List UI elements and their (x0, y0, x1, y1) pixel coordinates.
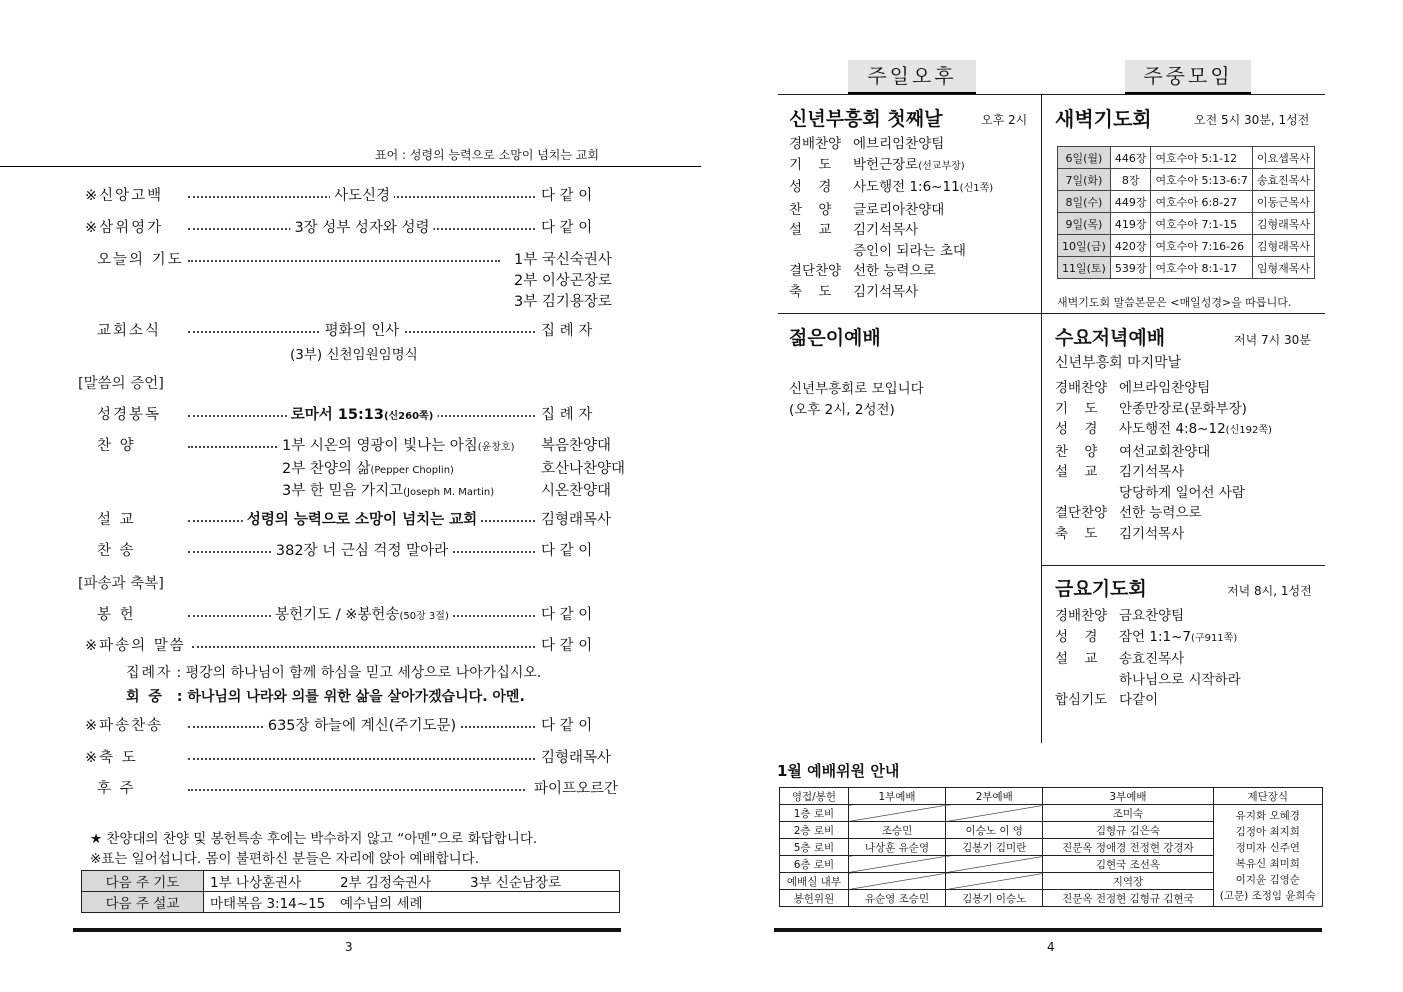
program-key: 결단찬양 (789, 263, 842, 279)
dawn-cell: 539장 (1110, 257, 1151, 279)
leader-dots (188, 789, 525, 791)
staff-cell: 5층 로비 (780, 839, 849, 856)
dawn-row (1058, 191, 1315, 213)
sending-who: 회 중 (126, 689, 164, 705)
program-key: 설 교 (1055, 651, 1104, 667)
page-number: 4 (1047, 940, 1055, 954)
service-item-note: (Pepper Choplin) (370, 465, 454, 476)
dawn-cell: 6일(월) (1058, 147, 1111, 169)
service-item-text: 사도신경 (333, 188, 391, 204)
note-1: ★ 찬양대의 찬양 및 봉헌특송 후에는 박수하지 않고 “아멘”으로 화답합니다. (90, 831, 538, 847)
revival-title: 신년부흥회 첫째날 (789, 108, 943, 130)
service-row (0, 508, 701, 530)
service-item (290, 216, 433, 237)
dawn-cell: 420장 (1110, 235, 1151, 257)
service-label: 오늘의 기도 (97, 252, 184, 268)
program-item (1055, 442, 1272, 463)
service-label: ※신앙고백 (85, 188, 164, 204)
program-key: 성 경 (1055, 628, 1104, 645)
dawn-title: 새벽기도회 (1055, 107, 1152, 131)
header-rule (0, 166, 701, 167)
service-item-text: 봉헌기도 / ※봉헌송 (275, 607, 400, 623)
program-value: 잠언 1:1~7 (1119, 628, 1192, 645)
program-key: 축 도 (789, 283, 838, 300)
staff-cell: 진문옥 정애경 전정현 강경자 (1043, 839, 1213, 856)
tab-sunday-afternoon: 주일오후 (848, 60, 976, 94)
program-item (1055, 419, 1272, 442)
dawn-cell: 임형재목사 (1252, 257, 1314, 279)
program-value: 김기석목사 (1119, 464, 1185, 480)
program-key: 합심기도 (1055, 692, 1108, 708)
staff-header: 제단장식 (1213, 788, 1322, 805)
dawn-note: 새벽기도회 말씀본문은 <매일성경>을 따릅니다. (1057, 296, 1292, 309)
revival-time: 오후 2시 (981, 113, 1028, 127)
program-item (1055, 462, 1272, 483)
staff-cell (946, 805, 1043, 822)
program-item (789, 200, 993, 221)
program-value: 김기석목사 (1119, 525, 1185, 542)
next-week-table (81, 870, 620, 913)
dawn-cell: 김형래목사 (1252, 213, 1314, 235)
program-item (789, 177, 993, 200)
staff-cell: 봉헌위원 (780, 890, 849, 907)
service-item-note: (신260쪽) (383, 411, 434, 422)
service-row (0, 434, 701, 456)
service-row (0, 746, 701, 768)
staff-header: 3부예배 (1043, 788, 1213, 805)
service-item (330, 184, 394, 205)
program-value: 글로리아찬양대 (853, 201, 945, 218)
service-item (264, 714, 460, 735)
program-item (789, 220, 993, 241)
service-leader: 다 같 이 (541, 220, 593, 236)
dawn-cell: 이요셉목사 (1252, 147, 1314, 169)
staff-cell: 김현국 조선옥 (1043, 856, 1213, 873)
service-label: ※파송찬송 (85, 718, 164, 734)
dawn-cell: 여호수아 5:1-12 (1151, 147, 1252, 169)
program-key: 설 교 (789, 222, 838, 238)
service-label: 성경봉독 (97, 407, 162, 423)
next-prayer-2: 2부 김정숙권사 (340, 875, 432, 891)
service-label: 설 교 (97, 512, 136, 528)
service-label: ※삼위영가 (85, 220, 164, 236)
note-2: ※표는 일어섭니다. 몸이 불편하신 분들은 자리에 앉아 예배합니다. (90, 851, 479, 867)
wed-title: 수요저녁예배 (1055, 327, 1166, 349)
service-item (287, 403, 438, 424)
rule-left-1 (778, 313, 1042, 314)
staff-title: 1월 예배위원 안내 (777, 762, 900, 780)
staff-cell: 지역장 (1043, 873, 1213, 890)
page-number: 3 (345, 940, 353, 954)
program-item (1055, 483, 1272, 504)
service-item (278, 457, 458, 478)
decoration-name: 정미자 신주연 (1235, 841, 1300, 854)
staff-cell (946, 873, 1043, 890)
staff-cell: 김봉기 김미란 (946, 839, 1043, 856)
service-row (0, 603, 701, 625)
youth-line-2: (오후 2시, 2성전) (789, 402, 895, 418)
program-key: 성 경 (789, 179, 838, 195)
program-value: 사도행전 1:6~11 (853, 179, 960, 195)
youth-line-1: 신년부흥회로 모입니다 (789, 381, 924, 397)
service-item-text: 635장 하늘에 계신(주기도문) (267, 718, 457, 734)
service-item-note: (윤창호) (477, 442, 515, 453)
staff-header-row (780, 788, 1323, 805)
prayer-leader: 2부 이상곤장로 (514, 273, 612, 289)
dawn-cell: 송효진목사 (1252, 169, 1314, 191)
sending-who: 집례자 (126, 665, 173, 681)
program-value: 에브리임찬양팀 (853, 136, 945, 152)
dawn-cell: 이동근목사 (1252, 191, 1314, 213)
decoration-name: 유지화 오혜경 (1235, 809, 1300, 822)
program-item (1055, 649, 1241, 670)
program-value: 안종만장로(문화부장) (1119, 400, 1247, 417)
staff-header: 2부예배 (946, 788, 1043, 805)
tab-weekday: 주중모임 (1125, 60, 1251, 94)
leader-dots (188, 446, 280, 448)
service-row (0, 216, 701, 238)
service-item (271, 603, 453, 624)
program-item (1055, 503, 1272, 524)
rule-right-2 (1042, 565, 1325, 566)
service-row (0, 777, 701, 799)
program-item (1055, 378, 1272, 399)
fri-title: 금요기도회 (1055, 578, 1147, 600)
program-item (1055, 606, 1241, 627)
service-row (0, 248, 701, 310)
revival-list (789, 134, 993, 302)
program-key: 찬 양 (789, 201, 838, 218)
header-motto: 표어 : 성령의 능력으로 소망이 넘치는 교회 (375, 148, 599, 162)
dawn-cell: 여호수아 7:1-15 (1151, 213, 1252, 235)
program-item (789, 134, 993, 155)
dawn-schedule-table (1057, 146, 1315, 279)
program-value: 선한 능력으로 (853, 263, 936, 279)
service-leader: 복음찬양대 (541, 438, 612, 454)
staff-cell: 1층 로비 (780, 805, 849, 822)
service-row (0, 479, 701, 501)
decoration-name: 이지윤 김영순 (1235, 873, 1300, 886)
staff-cell: 2층 로비 (780, 822, 849, 839)
program-item (1055, 399, 1272, 420)
service-item-text: 성령의 능력으로 소망이 넘치는 교회 (246, 512, 478, 528)
service-leader: 1부 국신숙권사 (514, 252, 612, 268)
service-leader: 집 례 자 (541, 407, 593, 423)
service-item (272, 539, 452, 560)
program-key: 기 도 (789, 156, 838, 173)
service-leader: 다 같 이 (541, 638, 593, 654)
youth-title: 젊은이예배 (789, 327, 881, 349)
service-leader: 다 같 이 (541, 718, 593, 734)
leader-dots (188, 758, 535, 760)
staff-cell: 조미숙 (1043, 805, 1213, 822)
service-item-note: (Joseph M. Martin) (403, 487, 495, 498)
service-leader: 다 같 이 (541, 188, 593, 204)
staff-cell: 이승노 이 영 (946, 822, 1043, 839)
dawn-time: 오전 5시 30분, 1성전 (1194, 113, 1310, 127)
program-note: (구911쪽) (1191, 632, 1238, 644)
service-item-text: 3장 성부 성자와 성령 (294, 220, 430, 236)
service-row (0, 457, 701, 479)
left-page (0, 0, 701, 992)
dawn-row (1058, 213, 1315, 235)
program-item (789, 155, 993, 178)
service-label: 찬 양 (97, 438, 136, 454)
service-row (0, 403, 701, 425)
service-leader: 김형래목사 (541, 512, 612, 528)
fri-time: 저녁 8시, 1성전 (1227, 584, 1312, 598)
dawn-row (1058, 169, 1315, 191)
staff-cell: 유순영 조승민 (848, 890, 945, 907)
top-rule (778, 94, 1325, 95)
program-item (789, 282, 993, 303)
program-value: 김기석목사 (853, 283, 919, 300)
service-item-text: 2부 찬양의 삶 (282, 461, 371, 477)
staff-cell: 조승민 (848, 822, 945, 839)
program-value: 당당하게 일어선 사람 (1119, 484, 1245, 501)
decoration-name: 김정아 최지희 (1235, 825, 1300, 838)
program-item (789, 241, 993, 262)
program-key: 설 교 (1055, 464, 1104, 480)
program-value: 송효진목사 (1119, 651, 1185, 667)
decoration-name: (고문) 조정임 윤희숙 (1219, 889, 1316, 902)
program-value: 증인이 되라는 초대 (853, 242, 966, 259)
program-value: 다같이 (1119, 692, 1159, 708)
leader-dots (188, 260, 500, 262)
program-item (1055, 627, 1241, 650)
next-sermon-row (82, 892, 620, 913)
program-key: 경배찬양 (1055, 608, 1108, 624)
next-prayer-row (82, 871, 620, 892)
service-item (243, 508, 481, 529)
dawn-cell: 여호수아 5:13-6:7 (1151, 169, 1252, 191)
staff-cell: 예배실 내부 (780, 873, 849, 890)
wed-time: 저녁 7시 30분 (1234, 333, 1311, 347)
colon: : (172, 689, 188, 705)
dawn-cell: 7일(화) (1058, 169, 1111, 191)
program-value: 박헌근장로 (853, 156, 919, 173)
dawn-cell: 446장 (1110, 147, 1151, 169)
service-item-text: 3부 한 믿음 가지고 (282, 483, 404, 499)
service-item-text: 1부 시온의 영광이 빛나는 아침 (282, 438, 478, 454)
program-value: 금요찬양팀 (1119, 608, 1185, 624)
staff-header: 1부예배 (848, 788, 945, 805)
service-item (278, 479, 498, 500)
program-item (789, 261, 993, 282)
service-item-text: 382장 너 근심 걱정 말아라 (275, 543, 449, 559)
staff-cell: 6층 로비 (780, 856, 849, 873)
column-divider (1041, 95, 1042, 743)
sending-line (126, 662, 541, 682)
bottom-rule (774, 928, 1322, 932)
sending-text: 하나님의 나라와 의를 위한 삶을 살아가겠습니다. 아멘. (187, 689, 525, 705)
service-leader: 호산나찬양대 (541, 461, 626, 477)
dawn-cell: 여호수아 6:8-27 (1151, 191, 1252, 213)
dawn-cell: 10일(금) (1058, 235, 1111, 257)
program-key: 경배찬양 (1055, 380, 1108, 396)
dawn-cell: 여호수아 8:1-17 (1151, 257, 1252, 279)
staff-cell: 김형규 김은숙 (1043, 822, 1213, 839)
service-item-note: (50장 3절) (399, 611, 449, 622)
next-prayer-head: 다음 주 기도 (82, 871, 204, 892)
staff-cell: 김봉기 이승노 (946, 890, 1043, 907)
service-label: 교회소식 (97, 323, 162, 339)
staff-cell (848, 873, 945, 890)
altar-decoration (1213, 805, 1322, 907)
service-leader: 시온찬양대 (541, 483, 612, 499)
fri-list (1055, 606, 1241, 711)
service-label: 찬 송 (97, 543, 136, 559)
next-sermon-text: 마태복음 3:14~15 (210, 896, 326, 912)
service-item (321, 319, 404, 340)
bottom-rule (73, 928, 621, 932)
dawn-cell: 8장 (1110, 169, 1151, 191)
next-prayer-1: 1부 나상훈권사 (210, 875, 302, 891)
program-key: 찬 양 (1055, 443, 1104, 460)
wed-list (1055, 378, 1272, 544)
service-label: 봉 헌 (97, 607, 136, 623)
staff-cell (946, 856, 1043, 873)
decoration-name: 복유신 최미희 (1235, 857, 1300, 870)
service-leader: 김형래목사 (541, 750, 612, 766)
prayer-leader: 3부 김기용장로 (514, 294, 612, 310)
section-sending: [파송과 축복] (78, 576, 164, 592)
program-value: 선한 능력으로 (1119, 505, 1202, 521)
section-word: [말씀의 증언] (78, 376, 164, 392)
service-leader: 다 같 이 (541, 607, 593, 623)
dawn-cell: 여호수아 7:16-26 (1151, 235, 1252, 257)
dawn-cell: 419장 (1110, 213, 1151, 235)
staff-cell (848, 856, 945, 873)
dawn-cell: 449장 (1110, 191, 1151, 213)
service-row (0, 714, 701, 736)
staff-table (779, 787, 1323, 907)
next-sermon-title: 예수님의 세례 (340, 896, 423, 912)
program-value: 김기석목사 (853, 222, 919, 238)
program-key: 결단찬양 (1055, 505, 1108, 521)
service-row (0, 319, 701, 363)
service-label: ※축 도 (85, 750, 138, 766)
staff-header: 영접/봉헌 (780, 788, 849, 805)
service-label: ※파송의 말씀 (85, 638, 186, 654)
program-note: (신192쪽) (1225, 425, 1272, 436)
service-leader: 집 례 자 (541, 323, 593, 339)
program-item (1055, 524, 1272, 545)
service-label: 후 주 (97, 781, 136, 797)
staff-cell (848, 805, 945, 822)
wed-subtitle: 신년부흥회 마지막날 (1055, 355, 1182, 371)
dawn-row (1058, 257, 1315, 279)
service-row (0, 539, 701, 561)
dawn-row (1058, 235, 1315, 257)
dawn-cell: 9일(목) (1058, 213, 1111, 235)
program-key: 축 도 (1055, 525, 1104, 542)
program-value: 하나님으로 시작하라 (1119, 671, 1241, 688)
service-item-text: 평화의 인사 (324, 323, 400, 339)
staff-cell: 나상훈 유순영 (848, 839, 945, 856)
program-value: 여선교회찬양대 (1119, 443, 1211, 460)
service-row (0, 634, 701, 656)
program-key: 경배찬양 (789, 136, 842, 152)
program-note: (신1쪽) (959, 183, 994, 194)
dawn-row (1058, 147, 1315, 169)
program-key: 기 도 (1055, 400, 1104, 417)
dawn-cell: 김형래목사 (1252, 235, 1314, 257)
service-leader: 파이프오르간 (534, 781, 619, 797)
right-page (701, 0, 1403, 992)
next-sermon-head: 다음 주 설교 (82, 892, 204, 913)
next-prayer-3: 3부 신순남장로 (470, 875, 562, 891)
service-row (0, 184, 701, 206)
staff-cell: 진문옥 전정현 김형규 김현국 (1043, 890, 1213, 907)
program-item (1055, 670, 1241, 691)
program-item (1055, 690, 1241, 711)
leader-dots (192, 646, 535, 648)
program-note: (선교부장) (918, 160, 965, 172)
sending-line (126, 686, 525, 706)
news-sub: (3부) 신천임원임명식 (290, 347, 418, 363)
sending-text: 평강의 하나님이 함께 하심을 믿고 세상으로 나아가십시오. (185, 665, 542, 681)
dawn-cell: 8일(수) (1058, 191, 1111, 213)
rule-right-1 (1042, 313, 1325, 314)
program-value: 사도행전 4:8~12 (1119, 421, 1226, 437)
colon: : (172, 665, 186, 681)
dawn-cell: 11일(토) (1058, 257, 1111, 279)
service-leader: 다 같 이 (541, 543, 593, 559)
program-key: 성 경 (1055, 421, 1104, 437)
service-item-text: 로마서 15:13 (290, 407, 384, 423)
program-value: 에브라임찬양팀 (1119, 380, 1211, 396)
service-item (278, 434, 519, 455)
staff-row (780, 805, 1323, 822)
